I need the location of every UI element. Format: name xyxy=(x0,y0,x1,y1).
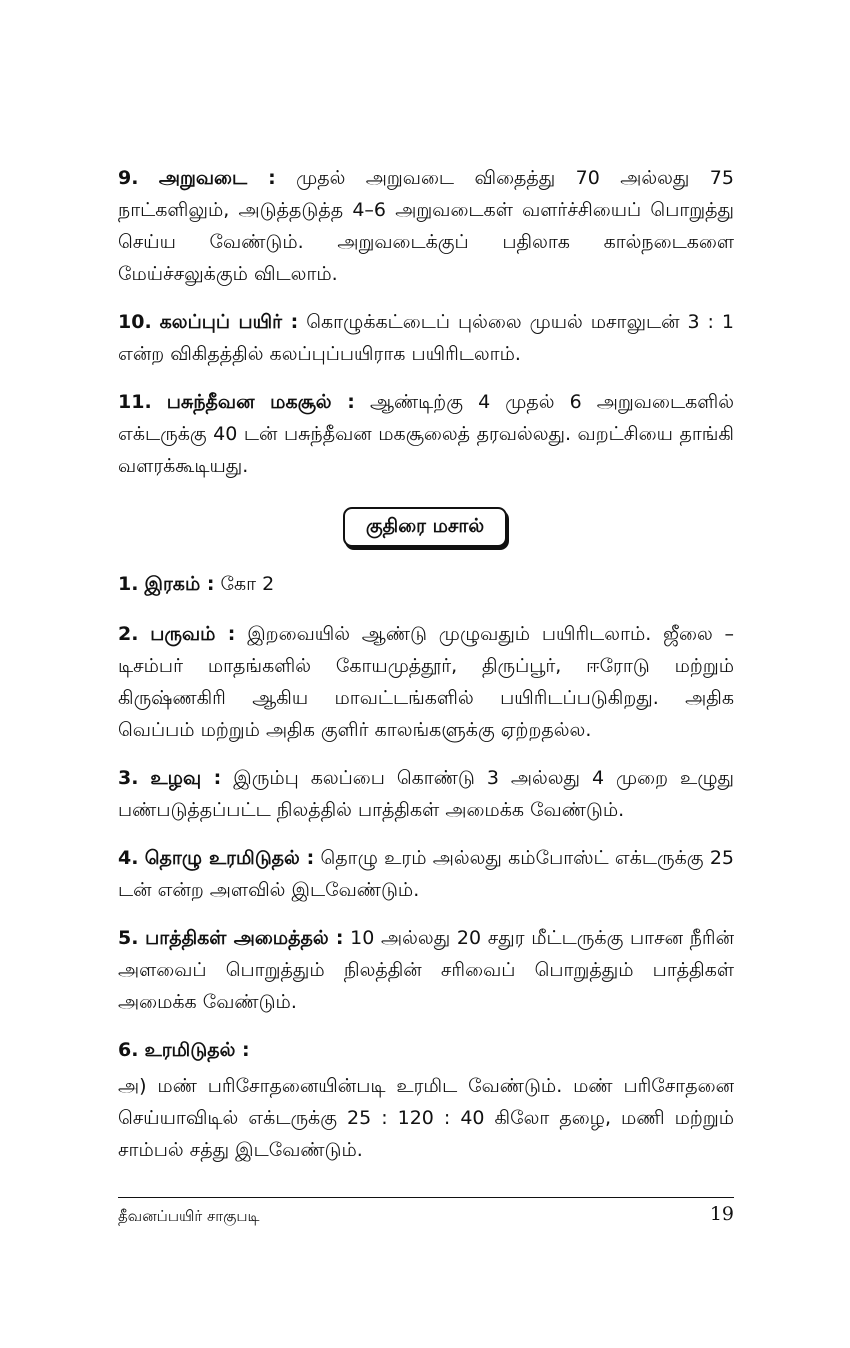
item-term: உழவு : xyxy=(150,767,222,789)
item-term: கலப்புப் பயிர் : xyxy=(159,311,299,333)
item-number: 9. xyxy=(118,167,139,189)
page-number: 19 xyxy=(709,1203,734,1225)
item-term: பசுந்தீவன மகசூல் : xyxy=(166,391,355,413)
item-text: இறவையில் ஆண்டு முழுவதும் பயிரிடலாம். ஜீலை – டிசம்பர் மாதங்களில் கோயமுத்தூர், திருப்பூர், ஈரோடு மற்றும் கிருஷ்ணகிரி ஆகிய மாவட்டங்களில் பயிரிடப்படுகிறது. அதிக வெப்பம் மற்றும் அதிக குளிர் காலங்களுக்கு ஏற்றதல்ல. xyxy=(118,623,735,741)
item-term: பாத்திகள் அமைத்தல் : xyxy=(145,927,344,949)
item-number: 11. xyxy=(118,391,152,413)
paragraph-ploughing xyxy=(118,762,734,826)
item-text: தொழு உரம் அல்லது கம்போஸ்ட் எக்டருக்கு 25 டன் என்ற அளவில் இடவேண்டும். xyxy=(118,847,734,901)
item-term: பருவம் : xyxy=(150,623,236,645)
item-number: 5. xyxy=(118,927,139,949)
section-heading: குதிரை மசால் xyxy=(343,507,507,547)
footer-rule xyxy=(118,1197,734,1198)
paragraph-fertilizer xyxy=(118,1034,734,1066)
item-number: 3. xyxy=(118,767,139,789)
item-number: 1. xyxy=(118,573,139,595)
paragraph-variety xyxy=(118,568,734,600)
item-number: 6. xyxy=(118,1039,139,1061)
item-text: ஆண்டிற்கு 4 முதல் 6 அறுவடைகளில் எக்டருக்கு 40 டன் பசுந்தீவன மகசூலைத் தரவல்லது. வறட்சியை தாங்கி வளரக்கூடியது. xyxy=(118,391,735,477)
paragraph-harvest xyxy=(118,162,734,290)
item-term: தொழு உரமிடுதல் : xyxy=(144,847,315,869)
paragraph-beds xyxy=(118,922,734,1018)
item-text: கொழுக்கட்டைப் புல்லை முயல் மசாலுடன் 3 : 1 என்ற விகிதத்தில் கலப்புப்பயிராக பயிரிடலாம். xyxy=(118,311,735,365)
paragraph-green-fodder-yield xyxy=(118,386,734,482)
paragraph-mixed-crop xyxy=(118,306,734,370)
item-term: அறுவடை : xyxy=(158,167,276,189)
item-text: இரும்பு கலப்பை கொண்டு 3 அல்லது 4 முறை உழுது பண்படுத்தப்பட்ட நிலத்தில் பாத்திகள் அமைக்க வேண்டும். xyxy=(118,767,734,821)
item-number: 4. xyxy=(118,847,139,869)
paragraph-manure xyxy=(118,842,734,906)
paragraph-season xyxy=(118,618,734,746)
item-number: 10. xyxy=(118,311,152,333)
item-text: முதல் அறுவடை விதைத்து 70 அல்லது 75 நாட்களிலும், அடுத்தடுத்த 4–6 அறுவடைகள் வளர்ச்சியைப் பொறுத்து செய்ய வேண்டும். அறுவடைக்குப் பதிலாக கால்நடைகளை மேய்ச்சலுக்கும் விடலாம். xyxy=(118,167,734,285)
footer-title: தீவனப்பயிர் சாகுபடி xyxy=(118,1207,260,1225)
item-text: 10 அல்லது 20 சதுர மீட்டருக்கு பாசன நீரின் அளவைப் பொறுத்தும் நிலத்தின் சரிவைப் பொறுத்தும் பாத்திகள் அமைக்க வேண்டும். xyxy=(118,927,734,1013)
item-term: இரகம் : xyxy=(144,573,215,595)
item-term: உரமிடுதல் : xyxy=(144,1039,250,1061)
item-text: கோ 2 xyxy=(220,573,275,595)
item-number: 2. xyxy=(118,623,139,645)
sub-paragraph-soil-test: அ) மண் பரிசோதனையின்படி உரமிட வேண்டும். மண் பரிசோதனை செய்யாவிடில் எக்டருக்கு 25 : 120 : 40 கிலோ தழை, மணி மற்றும் சாம்பல் சத்து இடவேண்டும். xyxy=(118,1075,734,1161)
